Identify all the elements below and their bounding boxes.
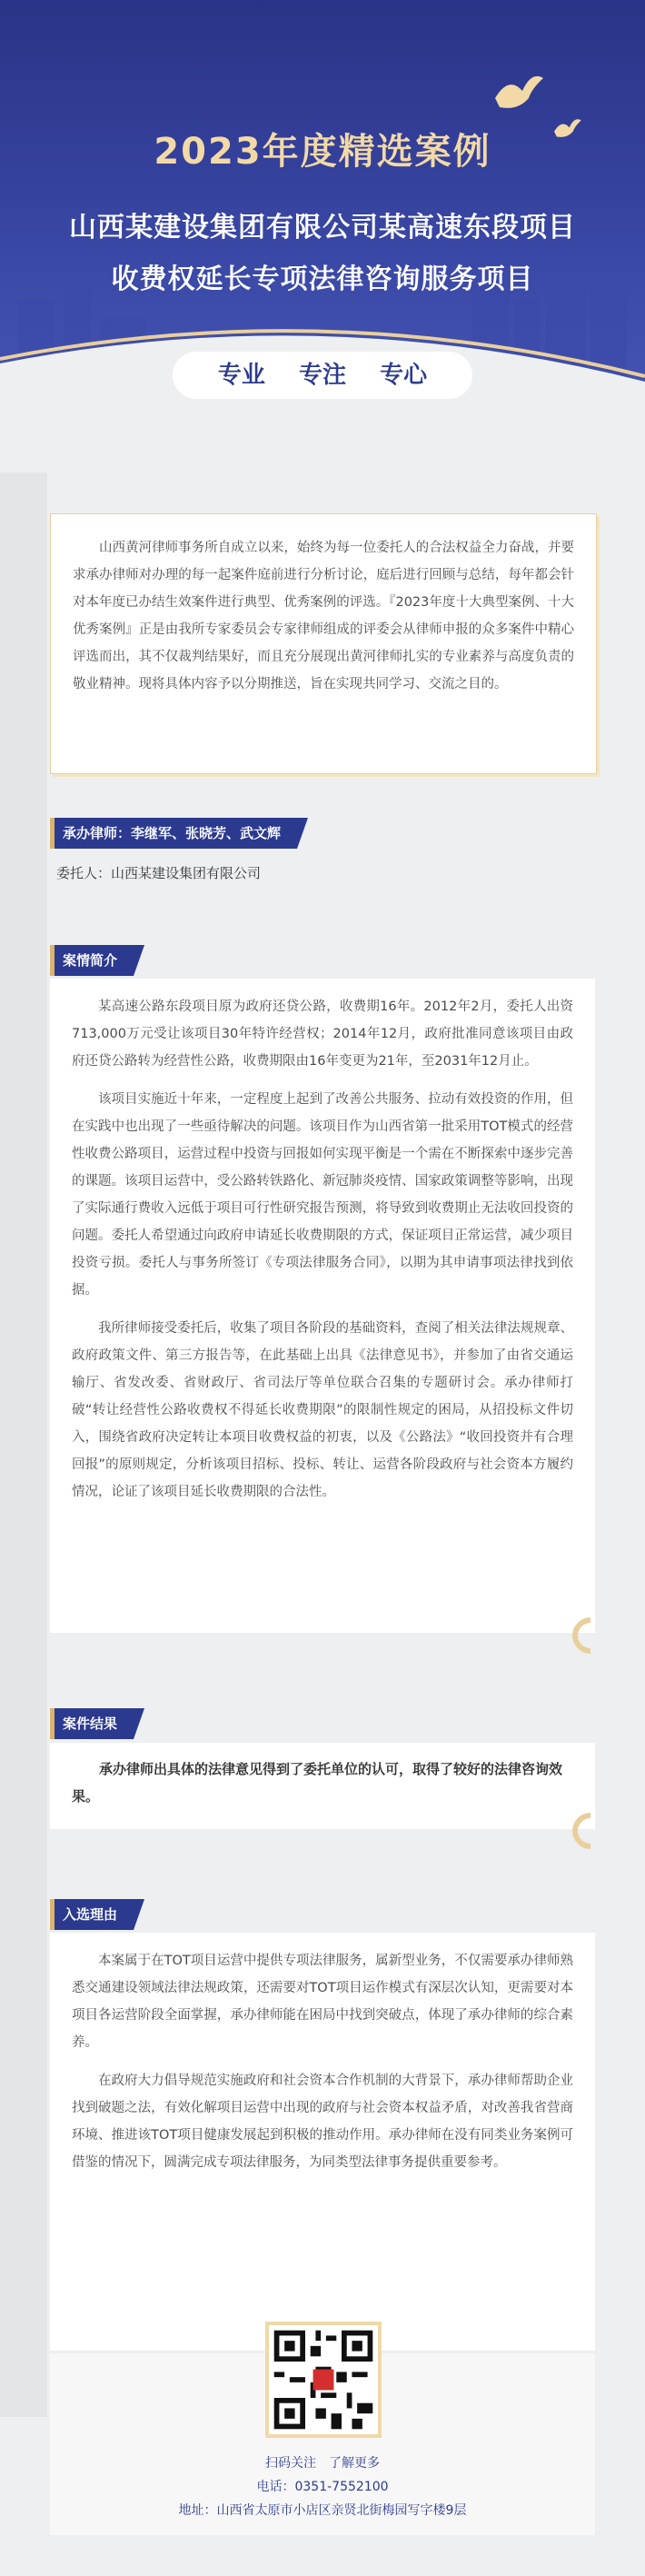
lawyer-label: 承办律师：李继军、张晓芳、武文辉 <box>50 818 297 849</box>
intro-card <box>50 513 597 774</box>
hero-title-line1: 山西某建设集团有限公司某高速东段项目 <box>69 212 576 244</box>
intro-text: 山西黄河律师事务所自成立以来，始终为每一位委托人的合法权益全力奋战，并要求承办律师对办理的每一起案件庭前进行分析讨论，庭后进行回顾与总结，每年都会针对本年度已办结生效案件进行典型、优秀案例的评选。『2023年度十大典型案例、十大优秀案例』正是由我所专家委员会专家律师组成的评委会从律师申报的众多案件中精心评选而出，其不仅裁判结果好，而且充分展现出黄河律师扎实的专业素养与高度负责的敬业精神。现将具体内容予以分期推送，旨在实现共同学习、交流之目的。 <box>73 541 574 691</box>
reason-paragraph: 在政府大力倡导规范实施政府和社会资本合作机制的大背景下，承办律师帮助企业找到破题之法，有效化解项目运营中出现的政府与社会资本权益矛盾，对改善我省营商环境、推进该TOT项目健康发展起到积极的推动作用。承办律师在没有同类业务案例可借鉴的情况下，圆满完成专项法律服务，为同类型法律事务提供重要参考。 <box>72 2074 573 2170</box>
client-line: 委托人：山西某建设集团有限公司 <box>56 865 262 881</box>
hero-year-title: 2023年度精选案例 <box>154 131 491 173</box>
reason-card <box>50 1933 595 2351</box>
qr-code[interactable] <box>265 2322 382 2438</box>
dove-icon <box>491 71 545 116</box>
result-text: 承办律师出具体的法律意见得到了委托单位的认可，取得了较好的法律咨询效果。 <box>72 1761 563 1805</box>
case-section-label: 案情简介 <box>50 945 134 976</box>
reason-section-label: 入选理由 <box>50 1899 134 1930</box>
left-decor-strip <box>0 472 47 2417</box>
slogan-word: 专注 <box>298 362 346 389</box>
result-section-label: 案件结果 <box>50 1708 134 1739</box>
slogan-word: 专心 <box>380 362 428 389</box>
qr-code-icon <box>269 2325 378 2434</box>
slogan-pill <box>173 352 472 399</box>
footer-address: 地址：山西省太原市小店区亲贤北街梅园写字楼9层 <box>178 2503 467 2518</box>
footer-follow: 扫码关注 了解更多 <box>265 2456 380 2471</box>
hero-banner <box>0 0 645 472</box>
reason-paragraph: 本案属于在TOT项目运营中提供专项法律服务，属新型业务，不仅需要承办律师熟悉交通建设领域法律法规政策，还需要对TOT项目运作模式有深层次认知，更需要对本项目各运营阶段全面掌握，承办律师能在困局中找到突破点，体现了承办律师的综合素养。 <box>72 1954 573 2050</box>
slogan-word: 专业 <box>217 362 265 389</box>
case-paragraph: 该项目实施近十年来，一定程度上起到了改善公共服务、拉动有效投资的作用，但在实践中也出现了一些亟待解决的问题。该项目作为山西省第一批采用TOT模式的经营性收费公路项目，运营过程中投资与回报如何实现平衡是一个需在不断探索中逐步完善的课题。该项目运营中，受公路转铁路化、新冠肺炎疫情、国家政策调整等影响，出现了实际通行费收入远低于项目可行性研究报告预测，将导致到收费期止无法收回投资的问题。委托人希望通过向政府申请延长收费期限的方式，保证项目正常运营，减少项目投资亏损。委托人与事务所签订《专项法律服务合同》，以期为其申请事项法律找到依据。 <box>72 1092 573 1298</box>
case-card <box>50 979 595 1633</box>
footer-phone: 电话：0351-7552100 <box>256 2480 389 2494</box>
case-paragraph: 我所律师接受委托后，收集了项目各阶段的基础资料，查阅了相关法律法规规章、政府政策文件、第三方报告等，在此基础上出具《法律意见书》，并参加了由省交通运输厅、省发改委、省财政厅、省司法厅等单位联合召集的专题研讨会。承办律师打破“转让经营性公路收费权不得延长收费期限”的限制性规定的困局，从招投标文件切入，围绕省政府决定转让本项目收费权益的初衷，以及《公路法》“收回投资并有合理回报”的原则规定，分析该项目招标、投标、转让、运营各阶段政府与社会资本方履约情况，论证了该项目延长收费期限的合法性。 <box>72 1321 573 1499</box>
result-card <box>50 1743 595 1829</box>
hero-title-line2: 收费权延长专项法律咨询服务项目 <box>111 264 534 295</box>
case-paragraph: 某高速公路东段项目原为政府还贷公路，收费期16年。2012年2月，委托人出资713,000万元受让该项目30年特许经营权；2014年12月，政府批准同意该项目由政府还贷公路转为经营性公路，收费期限由16年变更为21年，至2031年12月止。 <box>72 1000 573 1069</box>
